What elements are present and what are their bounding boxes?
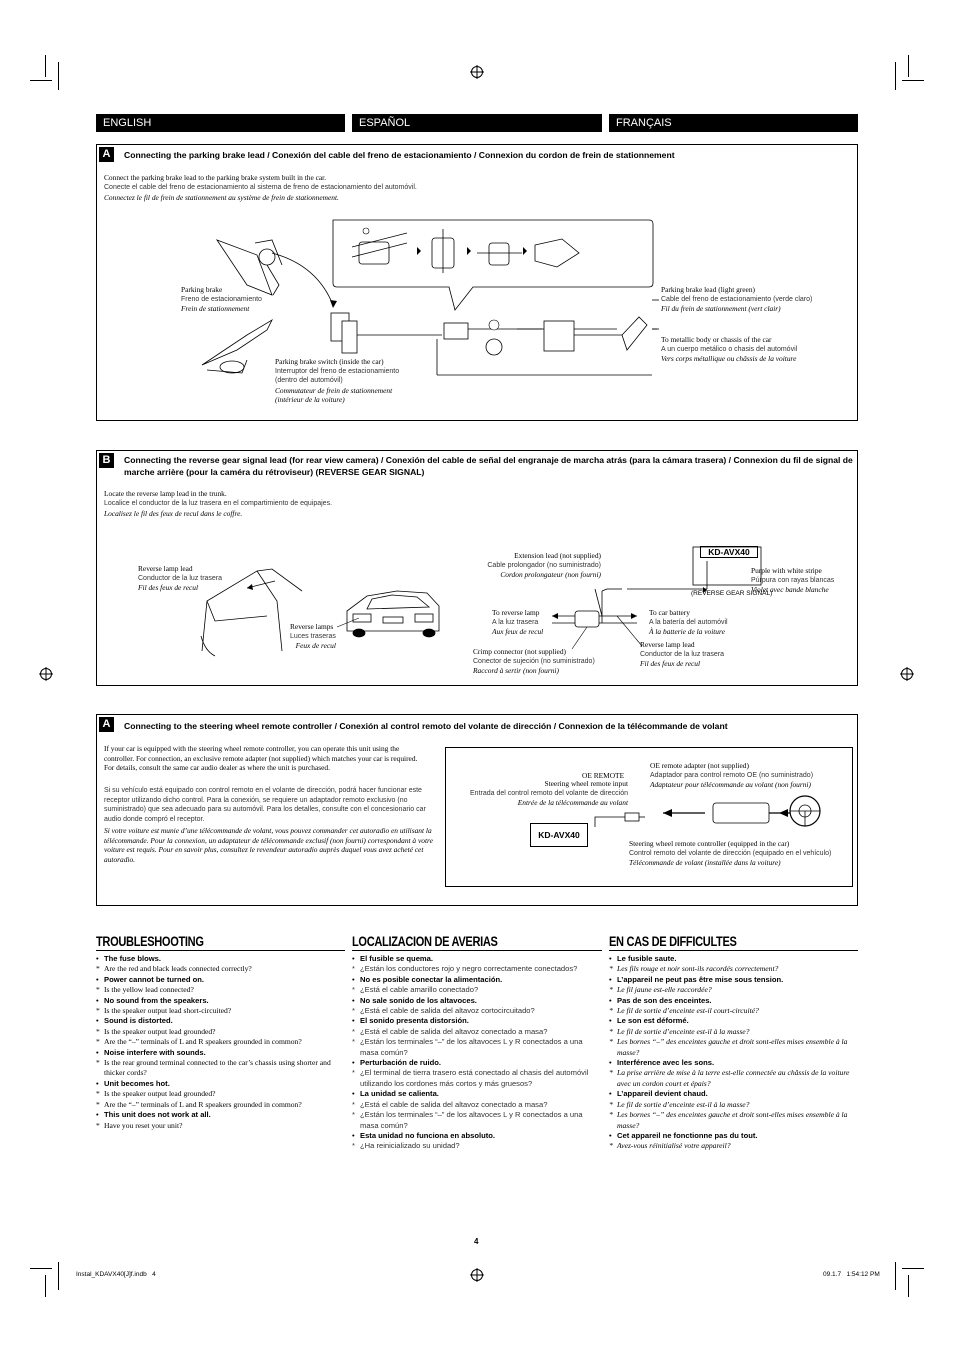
section-tag: A (99, 147, 114, 162)
section-heading: Connecting the reverse gear signal lead (for rear view camera) / Conexión del cable de señal del engranaje de marcha atrás (para la cámara trasera) / Connexion du fil de signal de marche arrière (pour la caméra du rétroviseur) (REVERSE GEAR SIGNAL) (124, 455, 853, 477)
label-steering-input: Steering wheel remote input Entrada del control remoto del volante de dirección Entrée de la télécommande au volant (470, 779, 628, 807)
symptom: • La unidad se calienta. (352, 1089, 597, 1099)
label-to-reverse-lamp: To reverse lamp A la luz trasera Aux feux de recul (492, 608, 544, 636)
crop-mark (45, 1275, 46, 1297)
symptom: • Cet appareil ne fonctionne pas du tout. (609, 1131, 858, 1141)
crop-mark (902, 1268, 924, 1269)
symptom: • Noise interfere with sounds. (96, 1048, 345, 1058)
symptom: • L’appareil ne peut pas être mise sous tension. (609, 975, 858, 985)
section-parking-brake (96, 144, 858, 421)
label-to-car-battery: To car battery A la batería del automóvil À la batterie de la voiture (649, 608, 728, 636)
crop-mark (58, 1262, 59, 1290)
troubleshooting-list-en (96, 954, 345, 1131)
remedy: * Les bornes “–” des enceintes gauche et droit sont-elles mises ensemble à la masse? (609, 1110, 858, 1131)
remedy: * ¿El terminal de tierra trasero está conectado al chasis del automóvil utilizando los cordones más cortos y más gruesos? (352, 1068, 597, 1089)
section-heading: Connecting the parking brake lead / Conexión del cable del freno de estacionamiento / Connexion du cordon de frein de stationnement (124, 150, 675, 160)
symptom: • This unit does not work at all. (96, 1110, 345, 1120)
symptom: • Perturbación de ruido. (352, 1058, 597, 1068)
remedy: * Le fil de sortie d’enceinte est-il à la masse? (609, 1100, 858, 1110)
section-tag: B (99, 453, 114, 468)
label-purple-wire: Purple with white stripe Púrpura con rayas blancas Violet avec bande blanche (751, 566, 835, 594)
remedy: * Le fil jaune est-elle raccordée? (609, 985, 858, 995)
remedy: * Le fil de sortie d’enceinte est-il court-circuité? (609, 1006, 858, 1016)
remedy: * Are the “–” terminals of L and R speakers grounded in common? (96, 1100, 345, 1110)
label-metallic-body: To metallic body or chassis of the car A un cuerpo metálico o chasis del automóvil Vers corps métallique ou châssis de la voiture (661, 335, 798, 363)
timestamp: 09.1.7 1:54:12 PM (823, 1271, 880, 1278)
crop-mark (30, 80, 52, 81)
symptom: • El fusible se quema. (352, 954, 597, 964)
troubleshooting-list-fr (609, 954, 858, 1152)
symptom: • No sale sonido de los altavoces. (352, 996, 597, 1006)
troubleshooting-title-fr: EN CAS DE DIFFICULTES (609, 934, 737, 949)
remedy: * ¿Están los terminales “–” de los altavoces L y R conectados a una masa común? (352, 1037, 597, 1058)
troubleshooting-title-es: LOCALIZACION DE AVERIAS (352, 934, 498, 949)
symptom: • Sound is distorted. (96, 1016, 345, 1026)
label-parking-brake: Parking brake Freno de estacionamiento Frein de stationnement (181, 285, 262, 313)
body-en: If your car is equipped with the steering wheel remote controller, you can operate this unit using the controller. For connection, an exclusive remote adapter (not supplied) which matches your car is required. For details, consult the same car audio dealer as where the unit is purchased. (104, 744, 418, 772)
symptom: • Interférence avec les sons. (609, 1058, 858, 1068)
remedy: * Are the red and black leads connected correctly? (96, 964, 345, 974)
crop-mark (895, 62, 896, 90)
reverse-gear-signal-label: (REVERSE GEAR SIGNAL) (691, 590, 773, 597)
label-extension-lead: Extension lead (not supplied) Cable prolongador (no suministrado) Cordon prolongateur (non fourni) (487, 551, 601, 579)
remedy: * Avez-vous réinitialisé votre appareil? (609, 1141, 858, 1151)
troubleshooting-title-en: TROUBLESHOOTING (96, 934, 204, 949)
label-parking-brake-switch: Parking brake switch (inside the car) Interruptor del freno de estacionamiento (dentro del automóvil) Commutateur de frein de stationnement (intérieur de la voiture) (275, 357, 400, 404)
remedy: * Are the “–” terminals of L and R speakers grounded in common? (96, 1037, 345, 1047)
remedy: * Is the speaker output lead short-circuited? (96, 1006, 345, 1016)
intro-en: Locate the reverse lamp lead in the trunk. (104, 489, 227, 498)
symptom: • Esta unidad no funciona en absoluto. (352, 1131, 597, 1141)
remedy: * Is the rear ground terminal connected to the car’s chassis using shorter and thicker cords? (96, 1058, 345, 1079)
model-box-kd-avx40: KD-AVX40 (530, 823, 588, 847)
remedy: * La prise arrière de mise à la terre est-elle connectée au châssis de la voiture avec un cordon court et épais? (609, 1068, 858, 1089)
crop-mark (58, 62, 59, 90)
body-fr: Si votre voiture est munie d’une télécommande de volant, vous pouvez commander cet autoradio en utilisant la télécommande. Pour la connexion, un adaptateur de télécommande exclusif (non fourni) correspondant à votre voiture est requis. Pour en savoir plus, consultez le revendeur autoradio auprès duquel vous avez acheté cet autoradio. (104, 826, 433, 864)
label-reverse-lamp-lead: Reverse lamp lead Conductor de la luz trasera Fil des feux de recul (138, 564, 223, 592)
symptom: • Le son est déformé. (609, 1016, 858, 1026)
remedy: * Is the yellow lead connected? (96, 985, 345, 995)
section-heading: Connecting to the steering wheel remote controller / Conexión al control remoto del volante de dirección / Connexion de la télécommande de volant (124, 721, 728, 731)
body-es: Si su vehículo está equipado con control remoto en el volante de dirección, podrá hacer funcionar este receptor utilizando dicho control. Para la conexión, se requiere un adaptador remoto exclusivo (no suministrado) que sea adecuado para su automóvil. Para los detalles, consulte con el concesionario car audio donde compró el receptor. (104, 787, 426, 823)
remedy: * ¿Está el cable de salida del altavoz conectado a masa? (352, 1027, 597, 1037)
crop-mark (895, 1262, 896, 1290)
model-box-kd-avx40: KD-AVX40 (700, 546, 758, 558)
registration-mark-icon (470, 1268, 484, 1282)
label-steering-controller: Steering wheel remote controller (equipped in the car) Control remoto del volante de dirección (equipado en el vehículo) Télécommande de volant (installée dans la voiture) (629, 839, 832, 867)
language-label-french: FRANÇAIS (609, 114, 858, 132)
remedy: * Is the speaker output lead grounded? (96, 1027, 345, 1037)
crop-mark (30, 1268, 52, 1269)
remedy: * ¿Está el cable de salida del altavoz cortocircuitado? (352, 1006, 597, 1016)
remedy: * ¿Están los terminales “–” de los altavoces L y R conectados a una masa común? (352, 1110, 597, 1131)
troubleshooting-list-es (352, 954, 597, 1152)
symptom: • Unit becomes hot. (96, 1079, 345, 1089)
label-oe-remote: OE REMOTE (582, 771, 625, 780)
remedy: * ¿Está el cable amarillo conectado? (352, 985, 597, 995)
crop-mark (45, 55, 46, 77)
language-label-spanish: ESPAÑOL (352, 114, 602, 132)
label-reverse-lamps: Reverse lamps Luces traseras Feux de recul (290, 622, 336, 650)
symptom: • The fuse blows. (96, 954, 345, 964)
intro-fr: Connectez le fil de frein de stationnement au système de frein de stationnement. (104, 193, 339, 202)
remedy: * Les fils rouge et noir sont-ils racordés correctement? (609, 964, 858, 974)
label-reverse-lamp-lead-2: Reverse lamp lead Conductor de la luz trasera Fil des feux de recul (640, 640, 725, 668)
symptom: • L’appareil devient chaud. (609, 1089, 858, 1099)
symptom: • Power cannot be turned on. (96, 975, 345, 985)
intro-fr: Localisez le fil des feux de recul dans le coffre. (104, 509, 243, 518)
language-label-english: ENGLISH (96, 114, 345, 132)
title-rule (96, 950, 345, 951)
remedy: * ¿Está el cable de salida del altavoz conectado a masa? (352, 1100, 597, 1110)
intro-es: Localice el conductor de la luz trasera en el compartimiento de equipajes. (104, 500, 333, 507)
intro-en: Connect the parking brake lead to the parking brake system built in the car. (104, 173, 327, 182)
registration-mark-icon (900, 667, 914, 681)
remedy: * Les bornes “–” des enceintes gauche et droit sont-elles mises ensemble à la masse? (609, 1037, 858, 1058)
crop-mark (908, 55, 909, 77)
title-rule (352, 950, 602, 951)
registration-mark-icon (470, 65, 484, 79)
parking-brake-diagram (97, 145, 857, 420)
symptom: • El sonido presenta distorsión. (352, 1016, 597, 1026)
symptom: • No es posible conectar la alimentación. (352, 975, 597, 985)
registration-mark-icon (39, 667, 53, 681)
label-parking-brake-lead: Parking brake lead (light green) Cable del freno de estacionamiento (verde claro) Fil du frein de stationnement (vert clair) (661, 285, 813, 313)
label-oe-adapter: OE remote adapter (not supplied) Adaptador para control remoto OE (no suministrado) Adaptateur pour télécommande au volant (non fourni) (650, 761, 814, 789)
remedy: * Le fil de sortie d’enceinte est-il à la masse? (609, 1027, 858, 1037)
symptom: • Pas de son des enceintes. (609, 996, 858, 1006)
file-name: Instal_KDAVX40[J]f.indb 4 (76, 1271, 156, 1278)
remedy: * Have you reset your unit? (96, 1121, 345, 1131)
crop-mark (902, 80, 924, 81)
crop-mark (908, 1275, 909, 1297)
section-steering-remote (96, 714, 858, 906)
section-reverse-gear (96, 450, 858, 686)
remedy: * ¿Están los conductores rojo y negro correctamente conectados? (352, 964, 597, 974)
symptom: • Le fusible saute. (609, 954, 858, 964)
title-rule (609, 950, 858, 951)
intro-es: Conecte el cable del freno de estacionamiento al sistema de freno de estacionamiento del automóvil. (104, 184, 417, 191)
remedy: * Is the speaker output lead grounded? (96, 1089, 345, 1099)
label-crimp-connector: Crimp connector (not supplied) Conector de sujeción (no suministrado) Raccord à sertir (non fourni) (473, 647, 595, 675)
page-number: 4 (474, 1237, 479, 1246)
remedy: * ¿Ha reinicializado su unidad? (352, 1141, 597, 1151)
section-tag: A (99, 717, 114, 732)
symptom: • No sound from the speakers. (96, 996, 345, 1006)
